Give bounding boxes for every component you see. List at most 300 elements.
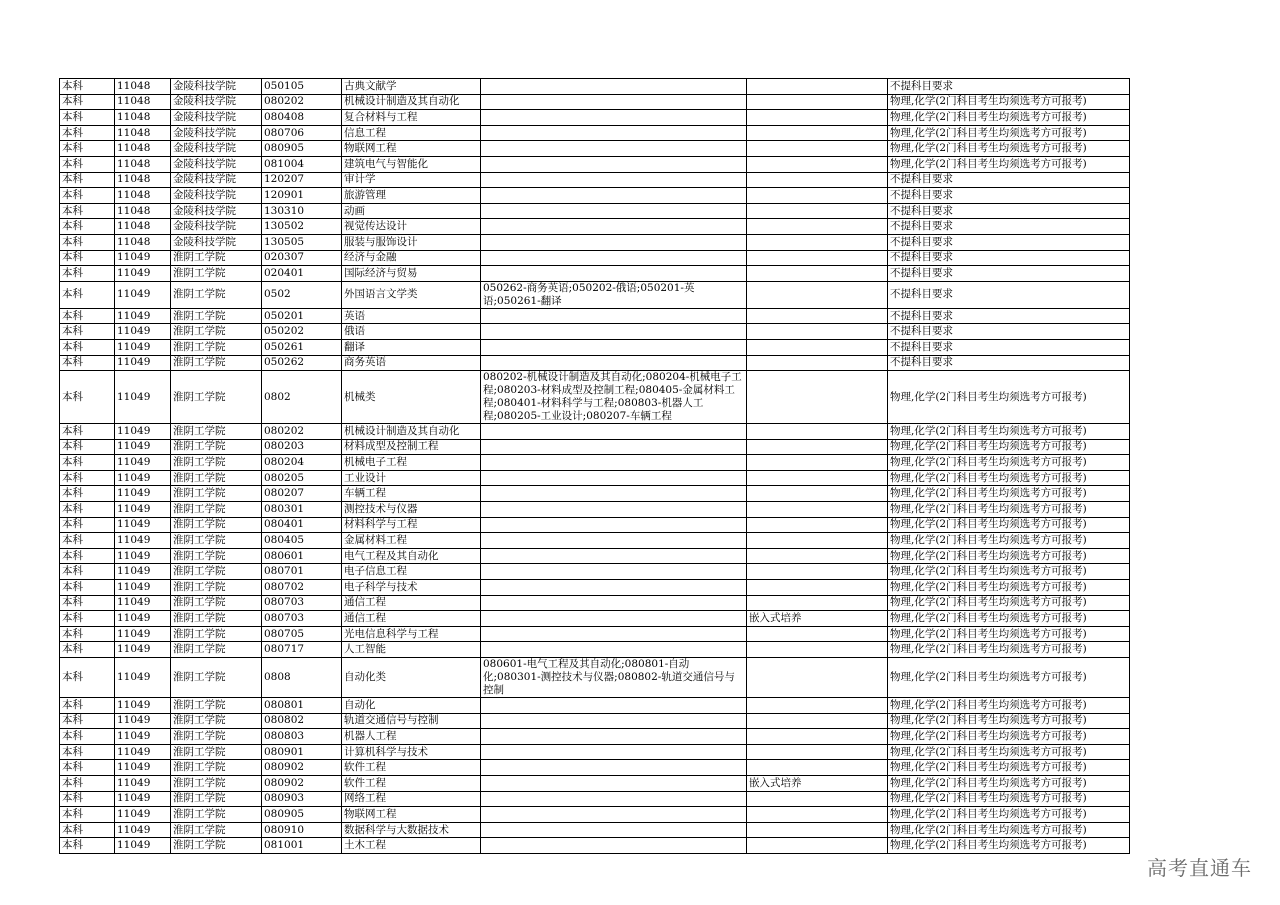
level-cell: 本科 <box>60 79 115 95</box>
major-code-cell: 080803 <box>262 729 342 745</box>
included-majors-cell <box>481 172 747 188</box>
included-majors-cell <box>481 713 747 729</box>
major-code-cell: 080703 <box>262 611 342 627</box>
school-code-cell: 11049 <box>115 760 171 776</box>
major-code-cell: 020307 <box>262 250 342 266</box>
note-cell <box>747 580 888 596</box>
school-code-cell: 11048 <box>115 203 171 219</box>
school-code-cell: 11049 <box>115 424 171 440</box>
school-name-cell: 淮阴工学院 <box>171 564 262 580</box>
school-code-cell: 11049 <box>115 744 171 760</box>
subject-requirement-cell: 不提科目要求 <box>888 250 1130 266</box>
subject-requirement-cell: 不提科目要求 <box>888 355 1130 371</box>
school-name-cell: 淮阴工学院 <box>171 250 262 266</box>
table-row <box>60 355 1130 371</box>
major-code-cell: 130505 <box>262 234 342 250</box>
table-row <box>60 439 1130 455</box>
level-cell: 本科 <box>60 486 115 502</box>
school-code-cell: 11049 <box>115 439 171 455</box>
subject-requirement-cell: 物理,化学(2门科目考生均须选考方可报考) <box>888 611 1130 627</box>
school-name-cell: 金陵科技学院 <box>171 234 262 250</box>
subject-requirement-cell: 物理,化学(2门科目考生均须选考方可报考) <box>888 125 1130 141</box>
subject-requirement-cell: 不提科目要求 <box>888 281 1130 308</box>
included-majors-cell <box>481 79 747 95</box>
note-cell <box>747 744 888 760</box>
school-code-cell: 11049 <box>115 355 171 371</box>
major-code-cell: 080702 <box>262 580 342 596</box>
major-code-cell: 080706 <box>262 125 342 141</box>
major-code-cell: 120901 <box>262 188 342 204</box>
table-row <box>60 371 1130 424</box>
major-name-cell: 国际经济与贸易 <box>342 266 481 282</box>
school-name-cell: 淮阴工学院 <box>171 791 262 807</box>
school-code-cell: 11049 <box>115 626 171 642</box>
school-name-cell: 淮阴工学院 <box>171 713 262 729</box>
subject-requirement-cell: 物理,化学(2门科目考生均须选考方可报考) <box>888 548 1130 564</box>
major-code-cell: 080203 <box>262 439 342 455</box>
table-row <box>60 339 1130 355</box>
table-row <box>60 822 1130 838</box>
table-row <box>60 548 1130 564</box>
table-row <box>60 125 1130 141</box>
school-code-cell: 11048 <box>115 79 171 95</box>
table-row <box>60 744 1130 760</box>
major-code-cell: 080902 <box>262 760 342 776</box>
note-cell: 嵌入式培养 <box>747 775 888 791</box>
school-code-cell: 11048 <box>115 141 171 157</box>
major-name-cell: 光电信息科学与工程 <box>342 626 481 642</box>
enrollment-requirements-sheet <box>59 78 1129 854</box>
table-row <box>60 611 1130 627</box>
note-cell <box>747 172 888 188</box>
school-name-cell: 淮阴工学院 <box>171 308 262 324</box>
school-name-cell: 淮阴工学院 <box>171 486 262 502</box>
included-majors-cell <box>481 760 747 776</box>
table-row <box>60 424 1130 440</box>
major-code-cell: 080204 <box>262 455 342 471</box>
school-name-cell: 金陵科技学院 <box>171 188 262 204</box>
subject-requirement-cell: 不提科目要求 <box>888 234 1130 250</box>
school-code-cell: 11049 <box>115 308 171 324</box>
major-name-cell: 建筑电气与智能化 <box>342 156 481 172</box>
included-majors-cell <box>481 838 747 854</box>
major-code-cell: 080301 <box>262 502 342 518</box>
table-row <box>60 219 1130 235</box>
table-row <box>60 324 1130 340</box>
level-cell: 本科 <box>60 339 115 355</box>
note-cell <box>747 250 888 266</box>
major-name-cell: 视觉传达设计 <box>342 219 481 235</box>
major-code-cell: 080701 <box>262 564 342 580</box>
subject-requirement-cell: 物理,化学(2门科目考生均须选考方可报考) <box>888 455 1130 471</box>
school-code-cell: 11049 <box>115 807 171 823</box>
subject-requirement-cell: 不提科目要求 <box>888 79 1130 95</box>
school-name-cell: 淮阴工学院 <box>171 281 262 308</box>
included-majors-cell <box>481 308 747 324</box>
school-name-cell: 淮阴工学院 <box>171 324 262 340</box>
major-code-cell: 080717 <box>262 642 342 658</box>
major-code-cell: 050201 <box>262 308 342 324</box>
level-cell: 本科 <box>60 807 115 823</box>
subject-requirement-cell: 不提科目要求 <box>888 339 1130 355</box>
school-code-cell: 11048 <box>115 110 171 126</box>
level-cell: 本科 <box>60 281 115 308</box>
included-majors-cell <box>481 486 747 502</box>
table-row <box>60 564 1130 580</box>
level-cell: 本科 <box>60 455 115 471</box>
included-majors-cell <box>481 219 747 235</box>
level-cell: 本科 <box>60 760 115 776</box>
major-name-cell: 审计学 <box>342 172 481 188</box>
requirements-table <box>59 78 1130 854</box>
major-code-cell: 080401 <box>262 517 342 533</box>
major-code-cell: 050105 <box>262 79 342 95</box>
note-cell <box>747 822 888 838</box>
table-row <box>60 281 1130 308</box>
table-row <box>60 502 1130 518</box>
included-majors-cell: 080202-机械设计制造及其自动化;080204-机械电子工程;080203-材料成型及控制工程;080405-金属材料工程;080401-材料科学与工程;080803-机器人工程;080205-工业设计;080207-车辆工程 <box>481 371 747 424</box>
table-row <box>60 308 1130 324</box>
note-cell <box>747 455 888 471</box>
included-majors-cell <box>481 548 747 564</box>
note-cell <box>747 517 888 533</box>
subject-requirement-cell: 物理,化学(2门科目考生均须选考方可报考) <box>888 760 1130 776</box>
subject-requirement-cell: 物理,化学(2门科目考生均须选考方可报考) <box>888 744 1130 760</box>
level-cell: 本科 <box>60 502 115 518</box>
major-code-cell: 050261 <box>262 339 342 355</box>
included-majors-cell: 050262-商务英语;050202-俄语;050201-英语;050261-翻译 <box>481 281 747 308</box>
table-row <box>60 94 1130 110</box>
level-cell: 本科 <box>60 324 115 340</box>
major-name-cell: 外国语言文学类 <box>342 281 481 308</box>
table-row <box>60 234 1130 250</box>
school-code-cell: 11049 <box>115 642 171 658</box>
school-code-cell: 11049 <box>115 533 171 549</box>
note-cell <box>747 110 888 126</box>
subject-requirement-cell: 物理,化学(2门科目考生均须选考方可报考) <box>888 580 1130 596</box>
school-name-cell: 淮阴工学院 <box>171 698 262 714</box>
included-majors-cell <box>481 339 747 355</box>
major-code-cell: 080408 <box>262 110 342 126</box>
level-cell: 本科 <box>60 564 115 580</box>
included-majors-cell <box>481 807 747 823</box>
note-cell <box>747 658 888 698</box>
included-majors-cell <box>481 94 747 110</box>
level-cell: 本科 <box>60 611 115 627</box>
school-code-cell: 11049 <box>115 517 171 533</box>
major-code-cell: 080405 <box>262 533 342 549</box>
school-name-cell: 淮阴工学院 <box>171 371 262 424</box>
major-name-cell: 网络工程 <box>342 791 481 807</box>
table-row <box>60 713 1130 729</box>
major-code-cell: 081004 <box>262 156 342 172</box>
major-code-cell: 080801 <box>262 698 342 714</box>
school-name-cell: 金陵科技学院 <box>171 94 262 110</box>
subject-requirement-cell: 物理,化学(2门科目考生均须选考方可报考) <box>888 698 1130 714</box>
table-row <box>60 188 1130 204</box>
school-name-cell: 淮阴工学院 <box>171 611 262 627</box>
major-name-cell: 金属材料工程 <box>342 533 481 549</box>
note-cell <box>747 141 888 157</box>
level-cell: 本科 <box>60 517 115 533</box>
school-code-cell: 11049 <box>115 281 171 308</box>
school-name-cell: 淮阴工学院 <box>171 775 262 791</box>
school-code-cell: 11048 <box>115 172 171 188</box>
table-row <box>60 775 1130 791</box>
school-name-cell: 金陵科技学院 <box>171 172 262 188</box>
table-row <box>60 580 1130 596</box>
subject-requirement-cell: 物理,化学(2门科目考生均须选考方可报考) <box>888 775 1130 791</box>
included-majors-cell <box>481 595 747 611</box>
school-code-cell: 11049 <box>115 838 171 854</box>
included-majors-cell <box>481 626 747 642</box>
level-cell: 本科 <box>60 533 115 549</box>
major-code-cell: 050262 <box>262 355 342 371</box>
level-cell: 本科 <box>60 822 115 838</box>
school-code-cell: 11049 <box>115 548 171 564</box>
major-code-cell: 050202 <box>262 324 342 340</box>
subject-requirement-cell: 物理,化学(2门科目考生均须选考方可报考) <box>888 595 1130 611</box>
table-row <box>60 156 1130 172</box>
included-majors-cell <box>481 110 747 126</box>
table-row <box>60 203 1130 219</box>
major-name-cell: 复合材料与工程 <box>342 110 481 126</box>
major-name-cell: 轨道交通信号与控制 <box>342 713 481 729</box>
major-name-cell: 服装与服饰设计 <box>342 234 481 250</box>
major-code-cell: 080903 <box>262 791 342 807</box>
note-cell <box>747 308 888 324</box>
school-code-cell: 11048 <box>115 156 171 172</box>
school-name-cell: 淮阴工学院 <box>171 760 262 776</box>
school-name-cell: 淮阴工学院 <box>171 838 262 854</box>
major-name-cell: 计算机科学与技术 <box>342 744 481 760</box>
included-majors-cell <box>481 580 747 596</box>
school-name-cell: 淮阴工学院 <box>171 595 262 611</box>
major-code-cell: 080905 <box>262 141 342 157</box>
table-row <box>60 250 1130 266</box>
included-majors-cell <box>481 698 747 714</box>
note-cell <box>747 355 888 371</box>
table-row <box>60 595 1130 611</box>
school-name-cell: 淮阴工学院 <box>171 729 262 745</box>
note-cell <box>747 838 888 854</box>
level-cell: 本科 <box>60 744 115 760</box>
note-cell <box>747 125 888 141</box>
major-name-cell: 古典文献学 <box>342 79 481 95</box>
school-code-cell: 11048 <box>115 188 171 204</box>
table-row <box>60 141 1130 157</box>
note-cell <box>747 424 888 440</box>
major-name-cell: 软件工程 <box>342 760 481 776</box>
major-code-cell: 080905 <box>262 807 342 823</box>
note-cell <box>747 219 888 235</box>
included-majors-cell <box>481 744 747 760</box>
major-code-cell: 080910 <box>262 822 342 838</box>
school-code-cell: 11048 <box>115 125 171 141</box>
major-code-cell: 0808 <box>262 658 342 698</box>
subject-requirement-cell: 物理,化学(2门科目考生均须选考方可报考) <box>888 517 1130 533</box>
note-cell <box>747 548 888 564</box>
school-name-cell: 金陵科技学院 <box>171 125 262 141</box>
table-row <box>60 760 1130 776</box>
level-cell: 本科 <box>60 729 115 745</box>
table-row <box>60 470 1130 486</box>
school-code-cell: 11049 <box>115 713 171 729</box>
school-code-cell: 11049 <box>115 775 171 791</box>
subject-requirement-cell: 物理,化学(2门科目考生均须选考方可报考) <box>888 642 1130 658</box>
included-majors-cell <box>481 203 747 219</box>
note-cell <box>747 439 888 455</box>
subject-requirement-cell: 物理,化学(2门科目考生均须选考方可报考) <box>888 564 1130 580</box>
note-cell <box>747 729 888 745</box>
level-cell: 本科 <box>60 266 115 282</box>
major-name-cell: 机器人工程 <box>342 729 481 745</box>
level-cell: 本科 <box>60 125 115 141</box>
major-code-cell: 081001 <box>262 838 342 854</box>
major-code-cell: 130310 <box>262 203 342 219</box>
school-code-cell: 11049 <box>115 455 171 471</box>
school-name-cell: 淮阴工学院 <box>171 533 262 549</box>
note-cell <box>747 713 888 729</box>
school-name-cell: 淮阴工学院 <box>171 548 262 564</box>
school-name-cell: 金陵科技学院 <box>171 110 262 126</box>
major-code-cell: 130502 <box>262 219 342 235</box>
table-row <box>60 791 1130 807</box>
major-code-cell: 0802 <box>262 371 342 424</box>
major-name-cell: 商务英语 <box>342 355 481 371</box>
major-code-cell: 080902 <box>262 775 342 791</box>
level-cell: 本科 <box>60 642 115 658</box>
major-code-cell: 020401 <box>262 266 342 282</box>
school-name-cell: 淮阴工学院 <box>171 744 262 760</box>
included-majors-cell: 080601-电气工程及其自动化;080801-自动化;080301-测控技术与仪器;080802-轨道交通信号与控制 <box>481 658 747 698</box>
table-row <box>60 626 1130 642</box>
subject-requirement-cell: 物理,化学(2门科目考生均须选考方可报考) <box>888 439 1130 455</box>
school-code-cell: 11049 <box>115 486 171 502</box>
note-cell <box>747 791 888 807</box>
school-name-cell: 淮阴工学院 <box>171 580 262 596</box>
note-cell <box>747 502 888 518</box>
included-majors-cell <box>481 455 747 471</box>
school-name-cell: 淮阴工学院 <box>171 807 262 823</box>
table-row <box>60 838 1130 854</box>
included-majors-cell <box>481 642 747 658</box>
level-cell: 本科 <box>60 580 115 596</box>
school-code-cell: 11048 <box>115 234 171 250</box>
major-name-cell: 俄语 <box>342 324 481 340</box>
table-row <box>60 517 1130 533</box>
table-row <box>60 698 1130 714</box>
major-code-cell: 120207 <box>262 172 342 188</box>
subject-requirement-cell: 物理,化学(2门科目考生均须选考方可报考) <box>888 533 1130 549</box>
note-cell <box>747 486 888 502</box>
note-cell <box>747 188 888 204</box>
major-code-cell: 080207 <box>262 486 342 502</box>
subject-requirement-cell: 物理,化学(2门科目考生均须选考方可报考) <box>888 424 1130 440</box>
included-majors-cell <box>481 791 747 807</box>
included-majors-cell <box>481 355 747 371</box>
subject-requirement-cell: 物理,化学(2门科目考生均须选考方可报考) <box>888 470 1130 486</box>
included-majors-cell <box>481 822 747 838</box>
major-name-cell: 英语 <box>342 308 481 324</box>
major-name-cell: 物联网工程 <box>342 141 481 157</box>
school-code-cell: 11049 <box>115 324 171 340</box>
level-cell: 本科 <box>60 470 115 486</box>
subject-requirement-cell: 物理,化学(2门科目考生均须选考方可报考) <box>888 94 1130 110</box>
table-row <box>60 533 1130 549</box>
included-majors-cell <box>481 775 747 791</box>
level-cell: 本科 <box>60 355 115 371</box>
major-name-cell: 土木工程 <box>342 838 481 854</box>
included-majors-cell <box>481 125 747 141</box>
subject-requirement-cell: 物理,化学(2门科目考生均须选考方可报考) <box>888 110 1130 126</box>
table-row <box>60 172 1130 188</box>
major-code-cell: 080901 <box>262 744 342 760</box>
school-code-cell: 11049 <box>115 470 171 486</box>
major-code-cell: 080802 <box>262 713 342 729</box>
included-majors-cell <box>481 266 747 282</box>
level-cell: 本科 <box>60 595 115 611</box>
note-cell <box>747 371 888 424</box>
included-majors-cell <box>481 324 747 340</box>
included-majors-cell <box>481 564 747 580</box>
school-name-cell: 淮阴工学院 <box>171 502 262 518</box>
subject-requirement-cell: 不提科目要求 <box>888 266 1130 282</box>
major-name-cell: 自动化 <box>342 698 481 714</box>
level-cell: 本科 <box>60 713 115 729</box>
major-name-cell: 材料科学与工程 <box>342 517 481 533</box>
school-code-cell: 11049 <box>115 580 171 596</box>
level-cell: 本科 <box>60 141 115 157</box>
level-cell: 本科 <box>60 110 115 126</box>
major-name-cell: 工业设计 <box>342 470 481 486</box>
level-cell: 本科 <box>60 548 115 564</box>
level-cell: 本科 <box>60 156 115 172</box>
major-name-cell: 机械设计制造及其自动化 <box>342 424 481 440</box>
level-cell: 本科 <box>60 698 115 714</box>
school-code-cell: 11049 <box>115 698 171 714</box>
table-row <box>60 266 1130 282</box>
major-name-cell: 通信工程 <box>342 611 481 627</box>
school-name-cell: 淮阴工学院 <box>171 439 262 455</box>
major-code-cell: 080705 <box>262 626 342 642</box>
major-name-cell: 物联网工程 <box>342 807 481 823</box>
level-cell: 本科 <box>60 424 115 440</box>
included-majors-cell <box>481 533 747 549</box>
school-code-cell: 11049 <box>115 822 171 838</box>
school-name-cell: 金陵科技学院 <box>171 141 262 157</box>
subject-requirement-cell: 不提科目要求 <box>888 308 1130 324</box>
level-cell: 本科 <box>60 234 115 250</box>
major-code-cell: 080205 <box>262 470 342 486</box>
subject-requirement-cell: 物理,化学(2门科目考生均须选考方可报考) <box>888 502 1130 518</box>
major-name-cell: 人工智能 <box>342 642 481 658</box>
major-name-cell: 翻译 <box>342 339 481 355</box>
note-cell <box>747 94 888 110</box>
school-name-cell: 淮阴工学院 <box>171 517 262 533</box>
major-name-cell: 通信工程 <box>342 595 481 611</box>
included-majors-cell <box>481 611 747 627</box>
major-name-cell: 电子科学与技术 <box>342 580 481 596</box>
level-cell: 本科 <box>60 250 115 266</box>
included-majors-cell <box>481 439 747 455</box>
included-majors-cell <box>481 424 747 440</box>
included-majors-cell <box>481 250 747 266</box>
table-row <box>60 79 1130 95</box>
subject-requirement-cell: 物理,化学(2门科目考生均须选考方可报考) <box>888 371 1130 424</box>
note-cell <box>747 203 888 219</box>
level-cell: 本科 <box>60 188 115 204</box>
